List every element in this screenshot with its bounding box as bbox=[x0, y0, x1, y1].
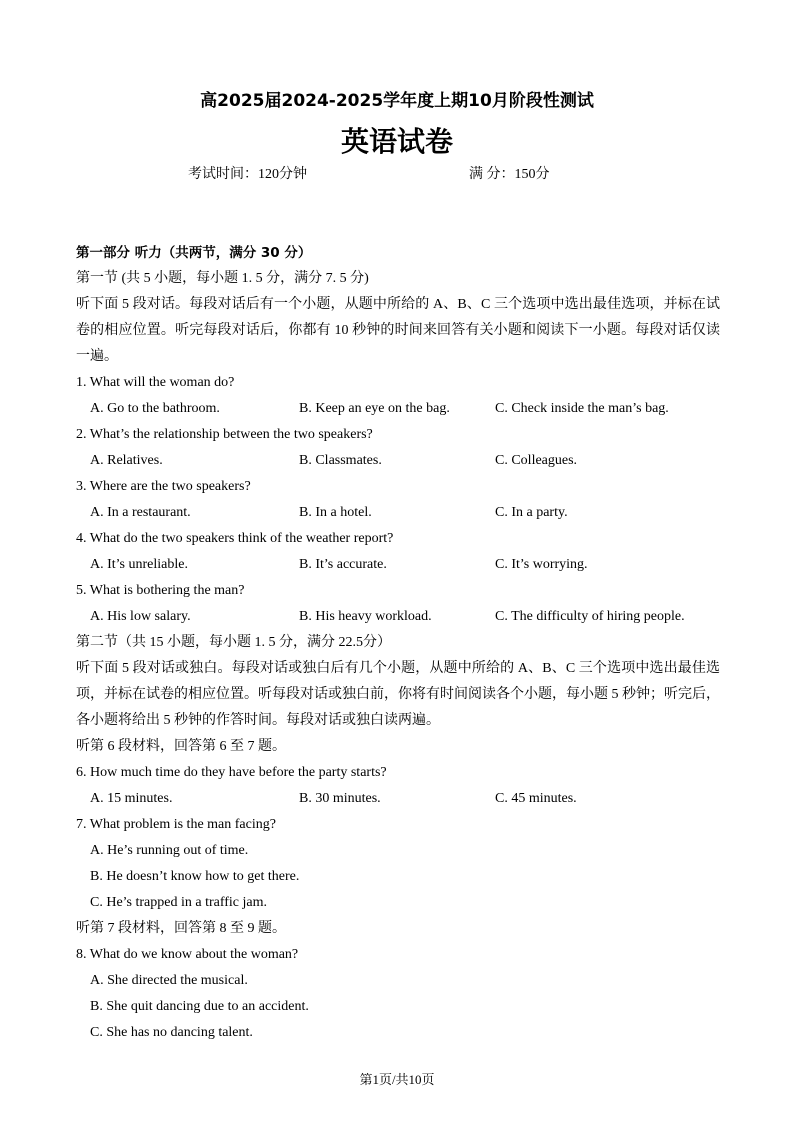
option-b: B. It’s accurate. bbox=[299, 557, 387, 572]
material-note: 听第 7 段材料，回答第 8 至 9 题。 bbox=[76, 921, 286, 936]
option-a: A. Relatives. bbox=[90, 453, 163, 468]
option-a: A. Go to the bathroom. bbox=[90, 401, 220, 416]
question-options bbox=[76, 396, 720, 422]
option-c: C. In a party. bbox=[495, 505, 568, 520]
material-note: 听第 6 段材料，回答第 6 至 7 题。 bbox=[76, 739, 286, 754]
option-c: C. He’s trapped in a traffic jam. bbox=[90, 895, 268, 910]
option-b: B. In a hotel. bbox=[299, 505, 372, 520]
page-number: 第1页/共10页 bbox=[359, 1072, 435, 1087]
full-score: 满 分：150分 bbox=[469, 167, 550, 182]
question-stem: 6. How much time do they have before the party starts? bbox=[76, 765, 387, 780]
option-c: C. She has no dancing talent. bbox=[90, 1025, 253, 1040]
question-stem: 1. What will the woman do? bbox=[76, 375, 235, 390]
part-title: 第一部分 听力（共两节，满分 30 分） bbox=[76, 245, 312, 261]
question-stem: 4. What do the two speakers think of the weather report? bbox=[76, 531, 394, 546]
question-stem: 2. What’s the relationship between the two speakers? bbox=[76, 427, 373, 442]
option-a: A. In a restaurant. bbox=[90, 505, 191, 520]
option-b: B. 30 minutes. bbox=[299, 791, 381, 806]
question-options bbox=[76, 552, 720, 578]
option-b: B. Keep an eye on the bag. bbox=[299, 401, 450, 416]
section-instructions: 听下面 5 段对话或独白。每段对话或独白后有几个小题，从题中所给的 A、B、C 三个选项中选出最佳选项，并标在试卷的相应位置。听每段对话或独白前，你将有时间阅读各个小题，每小题 5 秒钟；听完后，各小题将给出 5 秒钟的作答时间。每段对话或独白读两遍。 bbox=[76, 661, 720, 728]
question-options bbox=[76, 500, 720, 526]
option-b: B. His heavy workload. bbox=[299, 609, 432, 624]
option-a: A. His low salary. bbox=[90, 609, 191, 624]
question-stem: 5. What is bothering the man? bbox=[76, 583, 245, 598]
exam-subject-title: 英语试卷 bbox=[340, 125, 453, 158]
option-c: C. The difficulty of hiring people. bbox=[495, 609, 685, 624]
exam-time: 考试时间：120分钟 bbox=[188, 167, 307, 182]
option-a: A. She directed the musical. bbox=[90, 973, 248, 988]
option-b: B. She quit dancing due to an accident. bbox=[90, 999, 309, 1014]
question-stem: 3. Where are the two speakers? bbox=[76, 479, 251, 494]
section-title: 第二节（共 15 小题，每小题 1. 5 分，满分 22.5分） bbox=[76, 635, 391, 650]
exam-header-title: 高2025届2024-2025学年度上期10月阶段性测试 bbox=[200, 91, 594, 111]
option-a: A. It’s unreliable. bbox=[90, 557, 188, 572]
question-stem: 7. What problem is the man facing? bbox=[76, 817, 276, 832]
option-c: C. 45 minutes. bbox=[495, 791, 577, 806]
section-instructions: 听下面 5 段对话。每段对话后有一个小题，从题中所给的 A、B、C 三个选项中选出最佳选项，并标在试卷的相应位置。听完每段对话后，你都有 10 秒钟的时间来回答有关小题和阅读下一小题。每段对话仅读一遍。 bbox=[76, 297, 720, 364]
option-a: A. He’s running out of time. bbox=[90, 843, 249, 858]
question-stem: 8. What do we know about the woman? bbox=[76, 947, 299, 962]
question-options bbox=[76, 786, 720, 812]
option-c: C. It’s worrying. bbox=[495, 557, 588, 572]
question-options bbox=[76, 448, 720, 474]
option-c: C. Colleagues. bbox=[495, 453, 578, 468]
option-b: B. Classmates. bbox=[299, 453, 382, 468]
exam-body bbox=[76, 240, 720, 1046]
option-c: C. Check inside the man’s bag. bbox=[495, 401, 669, 416]
option-a: A. 15 minutes. bbox=[90, 791, 173, 806]
section-title: 第一节 (共 5 小题，每小题 1. 5 分，满分 7. 5 分) bbox=[76, 271, 369, 286]
question-options bbox=[76, 604, 720, 630]
option-b: B. He doesn’t know how to get there. bbox=[90, 869, 300, 884]
